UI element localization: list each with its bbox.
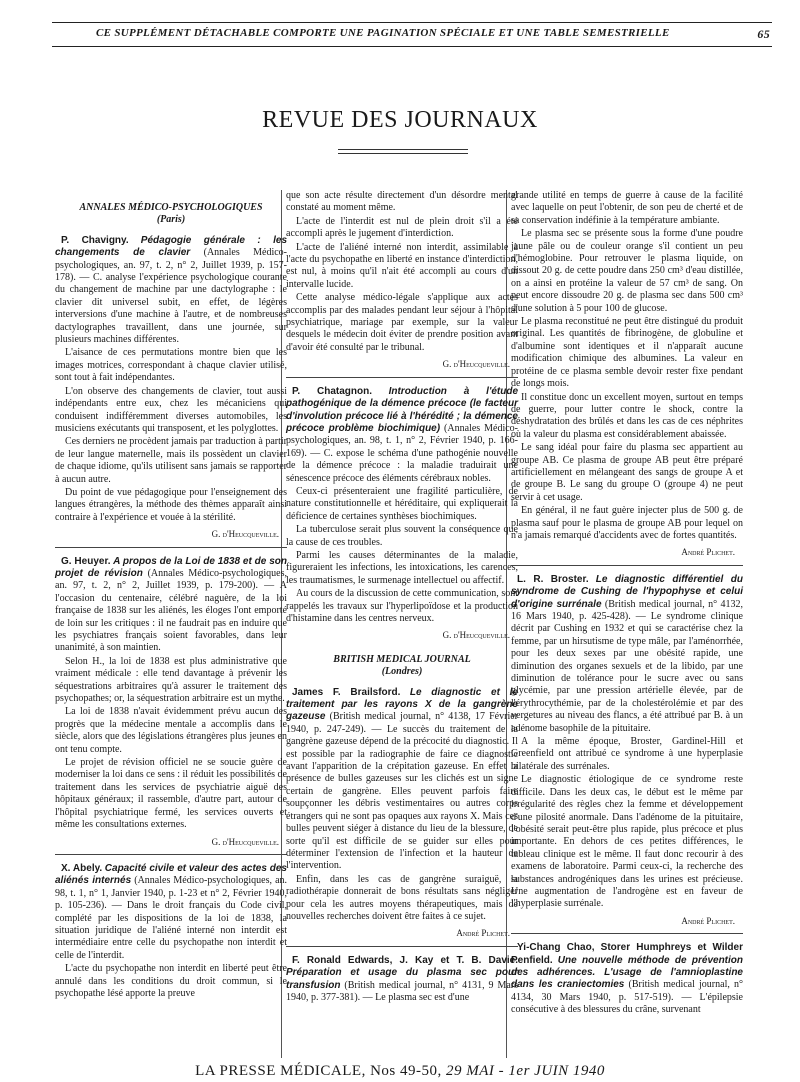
abstract-paragraph: Il constitue donc un excellent moyen, surtout en temps de guerre, pour lutter contre le shock, contre la déshydratation des brûlés et dans les cas de ces néphrites où la valeur du plasma est considérablement abaissée.	[511, 391, 743, 440]
journal-name: ANNALES MÉDICO-PSYCHOLOGIQUES	[79, 202, 263, 213]
supplement-notice: CE SUPPLÉMENT DÉTACHABLE COMPORTE UNE PAGINATION SPÉCIALE ET UNE TABLE SEMESTRIELLE	[96, 27, 670, 39]
abstract-title: Introduction à l'étude pathogénique de la démence précoce (le facteur d'involution précoce lié à l'hérédité ; la démence précoce problème biochimique)	[286, 385, 519, 434]
abstract-separator	[55, 854, 287, 855]
abstract-title: Une nouvelle méthode de prévention des adhérences. L'usage de l'amnioplastine dans les craniectomies	[511, 954, 744, 991]
abstract-reference: (Annales Médico-psychologiques, an. 98, t. 1, n° 2, Février 1940, p. 166-169). — C. expose le schéma d'une pathogénie nouvelle de la démence précoce : la maladie traduirait une sénescence précoce des éléments cérébraux nobles.	[286, 422, 518, 484]
page-footer	[0, 1063, 800, 1080]
abstract-paragraph: Le projet de révision officiel ne se soucie guère de moderniser la loi dans ce sens : il réduit les possibilités de traitement dans les services de psychiatrie aiguë des hôpitaux généraux; il rassemble, d'autre part, autour de l'hôpital psychiatrique fermé, les services ouverts et même les consultations externes.	[55, 757, 287, 831]
abstract-author: James F. Brailsford.	[292, 686, 401, 698]
abstract-paragraph: Le plasma reconstitué ne peut être distingué du produit original. Les quantités de fibrinogène, de globuline et d'albumine sont identiques et il n'apparaît aucune modification chimique des albumines. La valeur en protéine de ce plasma semble devoir rester fixe pendant de longs mois.	[511, 316, 743, 390]
abstract-separator	[286, 377, 518, 378]
abstract-author: P. Chavigny.	[61, 234, 129, 246]
abstract-author: G. Heuyer.	[61, 555, 111, 567]
abstract-signature: G. d'Heucqueville.	[442, 630, 510, 641]
abstract-separator	[511, 565, 743, 566]
abstract-reference: (British medical journal, n° 4132, 16 Mars 1940, p. 425-428). — Le syndrome clinique décrit par Cushing en 1932 et qui se caractérise chez la femme, par un hirsutisme de type mâle, par l'aménorrhée, pour les deux sexes par une obésité rapide, une diminution des organes sexuels et de la libido, par une diminution de tolérance pour le sucre avec ou sans glycémie, par une pression artérielle élevée, par de l'érythrocythémie, par de la cholestérolémie et par des vergetures au niveau des flancs, a été attribué par B. à un adénome basophile de la pituitaire.	[511, 598, 743, 734]
abstract-paragraph: Au cours de la discussion de cette communication, sont rappelés les travaux sur l'hyperlipoïdose et la production d'histamine dans les centres nerveux.	[286, 588, 518, 624]
abstract-paragraph: La tuberculose serait plus souvent la conséquence que la cause de ces troubles.	[286, 524, 518, 548]
abstract-paragraph: A la même époque, Broster, Gardinel-Hill et Greenfield ont attribué ce syndrome à une hyperplasie bilatérale des surrénales.	[511, 736, 743, 772]
abstract-reference: (British medical journal, n° 4134, 30 Mars 1940, p. 517-519). — L'épilepsie consécutive à des blessures du crâne, survenant	[511, 979, 744, 1016]
abstract-reference: (British medical journal, n° 4138, 17 Février 1940, p. 247-249). — Le succès du traitement de la gangrène gazeuse dépend de la précocité du diagnostic. Il est possible par la radiographie de faire ce diagnostic avant l'apparition de la crépitation gazeuse. En effet la présence de bulles gazeuses sur les clichés est un signe certain de gangrène. Elles peuvent parfois faire soupçonner les débris vestimentaires ou autres corps étrangers qui ne sont pas opaques aux rayons X. Mais ces bulles peuvent siéger à distance du lieu de la blessure, de sorte qu'il est difficile de se guider sur elles pour déterminer l'extension de l'infection et la hauteur de l'intervention.	[286, 711, 518, 872]
footer-date: 29 MAI - 1er JUIN 1940	[446, 1063, 605, 1079]
abstract	[511, 190, 743, 559]
abstract-separator	[55, 547, 287, 548]
abstract-signature: G. d'Heucqueville.	[211, 836, 279, 847]
page-number: 65	[757, 27, 770, 41]
abstract-signature: André Plichet.	[456, 928, 510, 939]
abstract-paragraph: Ces derniers ne procèdent jamais par traduction à partir de leur langue maternelle, mais ils possèdent un clavier de chaque idiome, qu'ils utilisent sans jamais se rapporter à aucun autre.	[55, 436, 287, 485]
abstract-signature: André Plichet.	[681, 547, 735, 558]
abstract	[55, 556, 287, 848]
abstract	[55, 863, 287, 1000]
abstract-signature: G. d'Heucqueville.	[442, 359, 510, 370]
abstract-paragraph: grande utilité en temps de guerre à cause de la facilité avec laquelle on peut l'obtenir, de son peu de cherté et de sa conservation indéfinie à la température ambiante.	[511, 190, 743, 226]
abstract-reference: (Annales Médico-psychologiques, an. 98, t. 1, n° 1, Janvier 1940, p. 1-23 et n° 2, Février 1940, p. 105-236). — Dans le droit français du Code civil, complété par les dispositions de la loi de 1838, la situation juridique de l'aliéné interné non interdit est intermédiaire entre celle du psychopathe non interdit et celle de l'interdit.	[55, 875, 288, 961]
abstract-paragraph: En général, il ne faut guère injecter plus de 500 g. de plasma sauf pour le plasma de groupe AB pour lequel on n'a jamais remarqué d'accidents avec de fortes quantités.	[511, 505, 743, 541]
abstract-paragraph: Le diagnostic étiologique de ce syndrome reste difficile. Dans les deux cas, le début est le même par irrégularité des règles chez la femme et développement d'une pilosité anormale. Dans l'adénome de la pituitaire, l'obésité serait peut-être plus rapide, plus précoce et plus importante. En dehors de ces petites différences, le tableau clinique est le même. Il faut donc recourir à des examens de laboratoire. Parmi ceux-ci, la recherche des substances androgéniques dans les urines est précieuse. Une augmentation de l'androgène est en faveur de l'hyperplasie surrénale.	[511, 774, 743, 910]
abstract	[286, 190, 518, 371]
abstract-paragraph: L'on observe des changements de clavier, tout aussi indépendants entre eux, chez les mécaniciens qui conduisent indifféremment diverses automobiles, les musiciens exécutants qui transposent, et les polyglottes.	[55, 385, 287, 434]
abstract-paragraph: L'acte de l'interdit est nul de plein droit s'il a été accompli après le jugement d'interdiction.	[286, 215, 518, 240]
abstract	[511, 942, 743, 1016]
column-2	[286, 190, 518, 1005]
abstract	[286, 386, 518, 642]
abstract-paragraph: La loi de 1838 n'avait évidemment prévu aucun des progrès que la médecine mentale a accomplis dans le siècle, alors que des législations étrangères plus jeunes en ont tenu compte.	[55, 706, 287, 755]
abstract-paragraph: Ceux-ci présenteraient une fragilité particulière, de nature constitutionnelle et héréditaire, qui expliquerait la déficience de certaines synthèses biochimiques.	[286, 485, 518, 522]
abstract-paragraph: Selon H., la loi de 1838 est plus administrative que vraiment médicale : elle tend davantage à prévenir les séquestrations arbitraires qu'à assurer le traitement des psychopathes; or, la séquestration arbitraire est un mythe.	[55, 655, 287, 705]
abstract-separator	[511, 933, 743, 934]
abstract-reference: (Annales Médico-psychologiques, an. 97, t. 2, n° 2, Juillet 1939, p. 179-200). — A l'occasion du centenaire, célébré naguère, de la loi française de 1838 sur les aliénés, les éloges l'ont emporté de loin sur les critiques : il ne faudrait pas en induire que les psychiatres français soient favorables, dans leur unanimité, à son maintien.	[55, 567, 287, 654]
abstract-paragraph: L'acte de l'aliéné interné non interdit, assimilable à l'acte du psychopathe en liberté en instance d'interdiction, est nul, à moins qu'il n'ait été accompli au cours d'un intervalle lucide.	[286, 241, 518, 290]
abstract-paragraph: Enfin, dans les cas de gangrène suraiguë, la radiothérapie donnerait de bons résultats sans négliger pour cela les autres moyens thérapeutiques, mais de nouvelles recherches doivent être faites à ce sujet.	[286, 873, 518, 922]
abstract	[55, 235, 287, 541]
abstract-paragraph: Parmi les causes déterminantes de la maladie, figureraient les infections, les intoxications, les carences, les traumatismes, le surmenage intellectuel ou affectif.	[286, 549, 518, 586]
abstract-paragraph: Cette analyse médico-légale s'applique aux actes accomplis par des malades pendant leur séjour à l'hôpital psychiatrique, mariage par exemple, sur la valeur desquels le médecin doit éviter de prendre position avant d'avoir été consulté par le tribunal.	[286, 292, 518, 353]
abstract-title: A propos de la Loi de 1838 et de son projet de révision	[55, 555, 287, 579]
abstract-paragraph: Le sang idéal pour faire du plasma sec appartient au groupe AB. Ce plasma de groupe AB peut être préparé artificiellement en mélangeant des sangs de groupe A et de groupe B. Le sang du groupe O (groupe 4) ne peut servir à cet usage.	[511, 442, 743, 503]
abstract-author: F. Ronald Edwards, J. Kay et T. B. Davie.	[292, 954, 518, 966]
abstract-title: Préparation et usage du plasma sec pour transfusion	[286, 967, 518, 991]
abstract-title: Pédagogie générale : les changements de clavier	[55, 234, 288, 259]
abstract-reference: (British medical journal, n° 4131, 9 Mars 1940, p. 377-381). — Le plasma sec est d'une	[286, 979, 518, 1003]
journal-heading	[286, 654, 518, 679]
journal-city: (Londres)	[381, 666, 423, 678]
abstract-signature: G. d'Heucqueville.	[211, 529, 279, 540]
abstract-paragraph: L'acte du psychopathe non interdit en liberté peut être annulé dans les conditions du droit commun, si le psychopathe lésé apporte la preuve	[55, 963, 287, 999]
title-rule-2	[338, 153, 468, 154]
journal-heading	[55, 202, 287, 227]
abstract-paragraph: Du point de vue pédagogique pour l'enseignement des langues étrangères, la méthode des thèmes apparaît ainsi contraire à l'expérience et vouée à la stérilité.	[55, 486, 287, 523]
abstract-title: Le diagnostic différentiel du syndrome de Cushing de l'hypophyse et celui d'origine surrénale	[511, 573, 743, 610]
abstract-paragraph: L'aisance de ces permutations montre bien que les images motrices, correspondant à chaque clavier utilisé, sont tout à fait indépendantes.	[55, 347, 287, 384]
abstract-author: L. R. Broster.	[517, 573, 589, 585]
abstract-author: X. Abely.	[61, 862, 103, 874]
running-header	[52, 27, 772, 41]
top-rule-lower	[52, 46, 772, 47]
column-3	[511, 190, 743, 1018]
abstract	[286, 687, 518, 940]
abstract-title: Le diagnostic et le traitement par les rayons X de la gangrène gazeuse	[286, 686, 518, 723]
column-1	[55, 190, 287, 1001]
title-rule-1	[338, 149, 468, 150]
abstract	[286, 955, 518, 1005]
abstract-signature: André Plichet.	[681, 915, 735, 926]
abstract-paragraph: Le plasma sec se présente sous la forme d'une poudre jaune pâle ou de couleur orange s'il contient un peu d'hémoglobine. Pour retrouver le plasma liquide, on dissout 20 g. de cette poudre dans 250 cm³ d'eau distillée, on a ainsi en protéine la valeur de 57 cm³ de sang. On peut encore dissoudre 20 g. de plasma sec dans 500 cm³ d'une solution à 5 pour 100 de glucose.	[511, 228, 743, 314]
abstract	[511, 574, 743, 927]
page-title: REVUE DES JOURNAUX	[262, 107, 538, 133]
journal-city: (Paris)	[156, 214, 186, 226]
abstract-separator	[286, 946, 518, 947]
abstract-title: Capacité civile et valeur des actes des aliénés internés	[55, 862, 287, 887]
top-rule-upper	[52, 22, 772, 23]
footer-journal: LA PRESSE MÉDICALE, Nos 49-50,	[195, 1063, 442, 1079]
abstract-reference: (Annales Médico-psychologiques, an. 97, t. 2, n° 2, Juillet 1939, p. 157-178). — C. analyse l'expérience psychologique courante du changement de machine par une dactylographe : le clavier dit universel subit, en effet, de légères interversions d'une machine à l'autre, et de nombreuses dactylographes travaillent, dans une journée, sur plusieurs machines différentes.	[55, 247, 287, 346]
abstract-paragraph: que son acte résulte directement d'un désordre mental constaté au moment même.	[286, 190, 518, 214]
abstract-author: Yi-Chang Chao, Storer Humphreys et Wilder Penfield.	[511, 942, 743, 966]
journal-name: BRITISH MEDICAL JOURNAL	[333, 653, 471, 665]
abstract-author: P. Chatagnon.	[292, 385, 373, 397]
